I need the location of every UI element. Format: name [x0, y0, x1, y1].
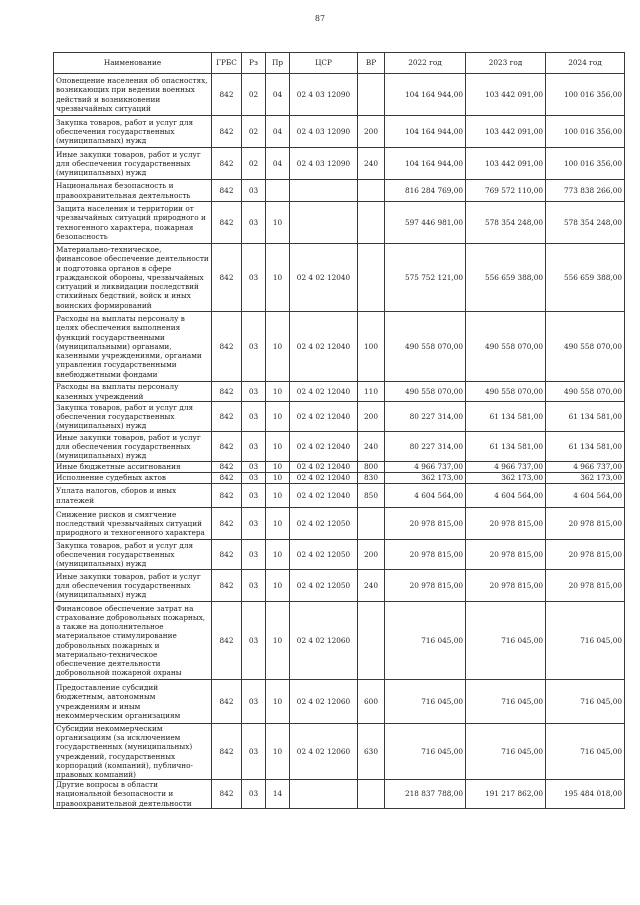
row-pr: 10: [266, 540, 290, 570]
row-name: Снижение рисков и смягчение последствий чрезвычайных ситуаций природного и техногенного характера: [54, 508, 212, 540]
row-amount-2022: 104 164 944,00: [385, 116, 466, 148]
budget-table: [53, 52, 625, 809]
row-rz: 03: [242, 462, 266, 473]
table-row: [54, 473, 625, 484]
table-row: [54, 432, 625, 462]
row-grbs: 842: [212, 473, 242, 484]
header-grbs: ГРБС: [212, 53, 242, 74]
row-pr: 10: [266, 680, 290, 724]
row-rz: 03: [242, 202, 266, 244]
row-amount-2023: 716 045,00: [466, 680, 546, 724]
row-amount-2024: 4 604 564,00: [546, 484, 625, 508]
row-amount-2023: 769 572 110,00: [466, 180, 546, 202]
row-name: Финансовое обеспечение затрат на страхование добровольных пожарных, а также на дополнительное материальное стимулирование добровольных пожарных и материально-техническое обеспечение деятельности добровольной пожарной охраны: [54, 602, 212, 680]
row-amount-2022: 716 045,00: [385, 602, 466, 680]
row-csr: 02 4 03 12090: [290, 74, 358, 116]
row-amount-2024: 490 558 070,00: [546, 382, 625, 402]
row-vr: 100: [358, 312, 385, 382]
row-rz: 03: [242, 484, 266, 508]
row-vr: [358, 508, 385, 540]
row-amount-2024: 20 978 815,00: [546, 570, 625, 602]
row-amount-2023: 103 442 091,00: [466, 116, 546, 148]
row-rz: 03: [242, 382, 266, 402]
row-rz: 03: [242, 312, 266, 382]
row-vr: [358, 180, 385, 202]
row-vr: 800: [358, 462, 385, 473]
table-row: [54, 680, 625, 724]
table-row: [54, 312, 625, 382]
row-grbs: 842: [212, 202, 242, 244]
row-csr: [290, 202, 358, 244]
row-amount-2022: 716 045,00: [385, 724, 466, 780]
row-csr: 02 4 02 12060: [290, 680, 358, 724]
row-amount-2024: 4 966 737,00: [546, 462, 625, 473]
row-vr: 240: [358, 148, 385, 180]
row-vr: 850: [358, 484, 385, 508]
row-amount-2022: 104 164 944,00: [385, 148, 466, 180]
row-vr: 110: [358, 382, 385, 402]
row-vr: 600: [358, 680, 385, 724]
row-pr: 04: [266, 148, 290, 180]
row-amount-2022: 597 446 981,00: [385, 202, 466, 244]
row-amount-2023: 103 442 091,00: [466, 148, 546, 180]
header-rz: Рз: [242, 53, 266, 74]
header-2023: 2023 год: [466, 53, 546, 74]
row-rz: 03: [242, 724, 266, 780]
row-amount-2024: 100 016 356,00: [546, 116, 625, 148]
row-name: Закупка товаров, работ и услуг для обеспечения государственных (муниципальных) нужд: [54, 116, 212, 148]
row-amount-2022: 4 604 564,00: [385, 484, 466, 508]
row-amount-2022: 716 045,00: [385, 680, 466, 724]
row-amount-2022: 362 173,00: [385, 473, 466, 484]
row-grbs: 842: [212, 148, 242, 180]
header-name: Наименование: [54, 53, 212, 74]
table-row: [54, 202, 625, 244]
row-vr: 200: [358, 116, 385, 148]
row-grbs: 842: [212, 382, 242, 402]
header-pr: Пр: [266, 53, 290, 74]
row-csr: [290, 180, 358, 202]
table-row: [54, 382, 625, 402]
row-vr: 830: [358, 473, 385, 484]
row-name: Иные закупки товаров, работ и услуг для обеспечения государственных (муниципальных) нужд: [54, 148, 212, 180]
row-amount-2023: 20 978 815,00: [466, 508, 546, 540]
row-amount-2024: 556 659 388,00: [546, 244, 625, 312]
row-amount-2024: 490 558 070,00: [546, 312, 625, 382]
row-amount-2022: 575 752 121,00: [385, 244, 466, 312]
row-name: Другие вопросы в области национальной безопасности и правоохранительной деятельности: [54, 780, 212, 809]
row-grbs: 842: [212, 602, 242, 680]
row-amount-2023: 578 354 248,00: [466, 202, 546, 244]
header-csr: ЦСР: [290, 53, 358, 74]
row-name: Закупка товаров, работ и услуг для обеспечения государственных (муниципальных) нужд: [54, 402, 212, 432]
row-rz: 03: [242, 570, 266, 602]
table-row: [54, 462, 625, 473]
row-amount-2022: 490 558 070,00: [385, 382, 466, 402]
row-grbs: 842: [212, 74, 242, 116]
row-pr: 10: [266, 402, 290, 432]
row-grbs: 842: [212, 540, 242, 570]
row-amount-2022: 20 978 815,00: [385, 508, 466, 540]
row-amount-2023: 61 134 581,00: [466, 402, 546, 432]
row-amount-2023: 716 045,00: [466, 724, 546, 780]
row-amount-2022: 20 978 815,00: [385, 570, 466, 602]
row-pr: 10: [266, 602, 290, 680]
row-vr: 630: [358, 724, 385, 780]
row-rz: 03: [242, 180, 266, 202]
row-pr: 04: [266, 74, 290, 116]
row-amount-2024: 61 134 581,00: [546, 432, 625, 462]
row-amount-2023: 20 978 815,00: [466, 570, 546, 602]
row-vr: [358, 780, 385, 809]
row-rz: 03: [242, 602, 266, 680]
row-csr: 02 4 03 12090: [290, 148, 358, 180]
row-amount-2023: 61 134 581,00: [466, 432, 546, 462]
row-csr: 02 4 02 12040: [290, 462, 358, 473]
row-amount-2024: 362 173,00: [546, 473, 625, 484]
row-pr: 10: [266, 462, 290, 473]
row-csr: 02 4 02 12050: [290, 540, 358, 570]
row-amount-2024: 61 134 581,00: [546, 402, 625, 432]
row-rz: 03: [242, 402, 266, 432]
row-grbs: 842: [212, 116, 242, 148]
row-vr: [358, 202, 385, 244]
row-amount-2023: 20 978 815,00: [466, 540, 546, 570]
row-name: Расходы на выплаты персоналу казенных учреждений: [54, 382, 212, 402]
row-csr: 02 4 02 12060: [290, 602, 358, 680]
row-amount-2022: 20 978 815,00: [385, 540, 466, 570]
row-grbs: 842: [212, 180, 242, 202]
row-name: Расходы на выплаты персоналу в целях обеспечения выполнения функций государственными (муниципальными) органами, казенными учреждениями, органами управления государственными внебюджетными фондами: [54, 312, 212, 382]
row-name: Защита населения и территории от чрезвычайных ситуаций природного и техногенного характера, пожарная безопасность: [54, 202, 212, 244]
row-amount-2022: 816 284 769,00: [385, 180, 466, 202]
row-vr: 240: [358, 432, 385, 462]
row-amount-2024: 20 978 815,00: [546, 508, 625, 540]
row-pr: 10: [266, 312, 290, 382]
row-rz: 03: [242, 780, 266, 809]
row-grbs: 842: [212, 508, 242, 540]
row-pr: 10: [266, 244, 290, 312]
row-amount-2022: 218 837 788,00: [385, 780, 466, 809]
row-rz: 02: [242, 74, 266, 116]
row-amount-2024: 716 045,00: [546, 602, 625, 680]
header-2024: 2024 год: [546, 53, 625, 74]
row-vr: 240: [358, 570, 385, 602]
row-csr: 02 4 02 12040: [290, 402, 358, 432]
row-amount-2022: 4 966 737,00: [385, 462, 466, 473]
row-pr: 10: [266, 202, 290, 244]
row-vr: [358, 602, 385, 680]
row-rz: 02: [242, 116, 266, 148]
row-rz: 03: [242, 473, 266, 484]
row-grbs: 842: [212, 484, 242, 508]
page-number: 87: [314, 14, 326, 23]
row-amount-2024: 716 045,00: [546, 680, 625, 724]
row-amount-2023: 716 045,00: [466, 602, 546, 680]
row-name: Уплата налогов, сборов и иных платежей: [54, 484, 212, 508]
row-amount-2023: 4 604 564,00: [466, 484, 546, 508]
row-name: Иные бюджетные ассигнования: [54, 462, 212, 473]
table-row: [54, 780, 625, 809]
row-pr: 10: [266, 484, 290, 508]
row-vr: [358, 244, 385, 312]
row-name: Исполнение судебных актов: [54, 473, 212, 484]
row-rz: 03: [242, 680, 266, 724]
row-name: Национальная безопасность и правоохранительная деятельность: [54, 180, 212, 202]
row-csr: 02 4 02 12050: [290, 508, 358, 540]
row-name: Закупка товаров, работ и услуг для обеспечения государственных (муниципальных) нужд: [54, 540, 212, 570]
row-name: Оповещение населения об опасностях, возникающих при ведении военных действий и возникновении чрезвычайных ситуаций: [54, 74, 212, 116]
row-rz: 03: [242, 244, 266, 312]
table-header-row: [54, 53, 625, 74]
table-row: [54, 602, 625, 680]
row-vr: 200: [358, 402, 385, 432]
table-row: [54, 74, 625, 116]
row-grbs: 842: [212, 780, 242, 809]
table-row: [54, 148, 625, 180]
table-row: [54, 570, 625, 602]
row-grbs: 842: [212, 680, 242, 724]
row-csr: 02 4 02 12050: [290, 570, 358, 602]
row-pr: 04: [266, 116, 290, 148]
row-amount-2022: 80 227 314,00: [385, 402, 466, 432]
row-grbs: 842: [212, 570, 242, 602]
table-row: [54, 180, 625, 202]
row-amount-2022: 80 227 314,00: [385, 432, 466, 462]
table-row: [54, 116, 625, 148]
table-row: [54, 540, 625, 570]
row-grbs: 842: [212, 244, 242, 312]
row-name: Предоставление субсидий бюджетным, автономным учреждениям и иным некоммерческим организациям: [54, 680, 212, 724]
row-vr: 200: [358, 540, 385, 570]
row-csr: 02 4 02 12060: [290, 724, 358, 780]
row-amount-2023: 4 966 737,00: [466, 462, 546, 473]
row-pr: 10: [266, 473, 290, 484]
table-body: [54, 74, 625, 809]
row-pr: 10: [266, 432, 290, 462]
row-rz: 03: [242, 508, 266, 540]
row-csr: [290, 780, 358, 809]
header-2022: 2022 год: [385, 53, 466, 74]
row-pr: 14: [266, 780, 290, 809]
row-name: Субсидии некоммерческим организациям (за исключением государственных (муниципальных) учреждений, государственных корпораций (компаний), публично-правовых компаний): [54, 724, 212, 780]
row-pr: 10: [266, 724, 290, 780]
table-row: [54, 484, 625, 508]
row-pr: 10: [266, 382, 290, 402]
row-rz: 03: [242, 432, 266, 462]
row-pr: 10: [266, 508, 290, 540]
row-csr: 02 4 02 12040: [290, 312, 358, 382]
row-amount-2023: 490 558 070,00: [466, 382, 546, 402]
row-pr: 10: [266, 570, 290, 602]
row-rz: 03: [242, 540, 266, 570]
table-row: [54, 724, 625, 780]
row-amount-2023: 556 659 388,00: [466, 244, 546, 312]
row-amount-2024: 195 484 018,00: [546, 780, 625, 809]
header-vr: ВР: [358, 53, 385, 74]
row-amount-2024: 773 838 266,00: [546, 180, 625, 202]
row-amount-2023: 191 217 862,00: [466, 780, 546, 809]
table-row: [54, 508, 625, 540]
row-pr: [266, 180, 290, 202]
row-csr: 02 4 02 12040: [290, 432, 358, 462]
row-grbs: 842: [212, 724, 242, 780]
row-name: Иные закупки товаров, работ и услуг для обеспечения государственных (муниципальных) нужд: [54, 570, 212, 602]
row-csr: 02 4 02 12040: [290, 473, 358, 484]
row-grbs: 842: [212, 432, 242, 462]
row-name: Иные закупки товаров, работ и услуг для обеспечения государственных (муниципальных) нужд: [54, 432, 212, 462]
row-amount-2024: 100 016 356,00: [546, 74, 625, 116]
row-grbs: 842: [212, 312, 242, 382]
row-amount-2022: 104 164 944,00: [385, 74, 466, 116]
row-amount-2022: 490 558 070,00: [385, 312, 466, 382]
row-csr: 02 4 02 12040: [290, 244, 358, 312]
row-grbs: 842: [212, 462, 242, 473]
row-csr: 02 4 03 12090: [290, 116, 358, 148]
row-amount-2024: 20 978 815,00: [546, 540, 625, 570]
row-amount-2024: 100 016 356,00: [546, 148, 625, 180]
row-grbs: 842: [212, 402, 242, 432]
row-amount-2024: 578 354 248,00: [546, 202, 625, 244]
row-amount-2023: 103 442 091,00: [466, 74, 546, 116]
row-name: Материально-техническое, финансовое обеспечение деятельности и подготовка органов в сфере гражданской обороны, чрезвычайных ситуаций и ликвидации последствий стихийных бедствий, войск и иных воинских формирований: [54, 244, 212, 312]
row-amount-2023: 362 173,00: [466, 473, 546, 484]
row-rz: 02: [242, 148, 266, 180]
table-row: [54, 402, 625, 432]
row-amount-2024: 716 045,00: [546, 724, 625, 780]
row-amount-2023: 490 558 070,00: [466, 312, 546, 382]
row-csr: 02 4 02 12040: [290, 484, 358, 508]
row-vr: [358, 74, 385, 116]
table-row: [54, 244, 625, 312]
row-csr: 02 4 02 12040: [290, 382, 358, 402]
